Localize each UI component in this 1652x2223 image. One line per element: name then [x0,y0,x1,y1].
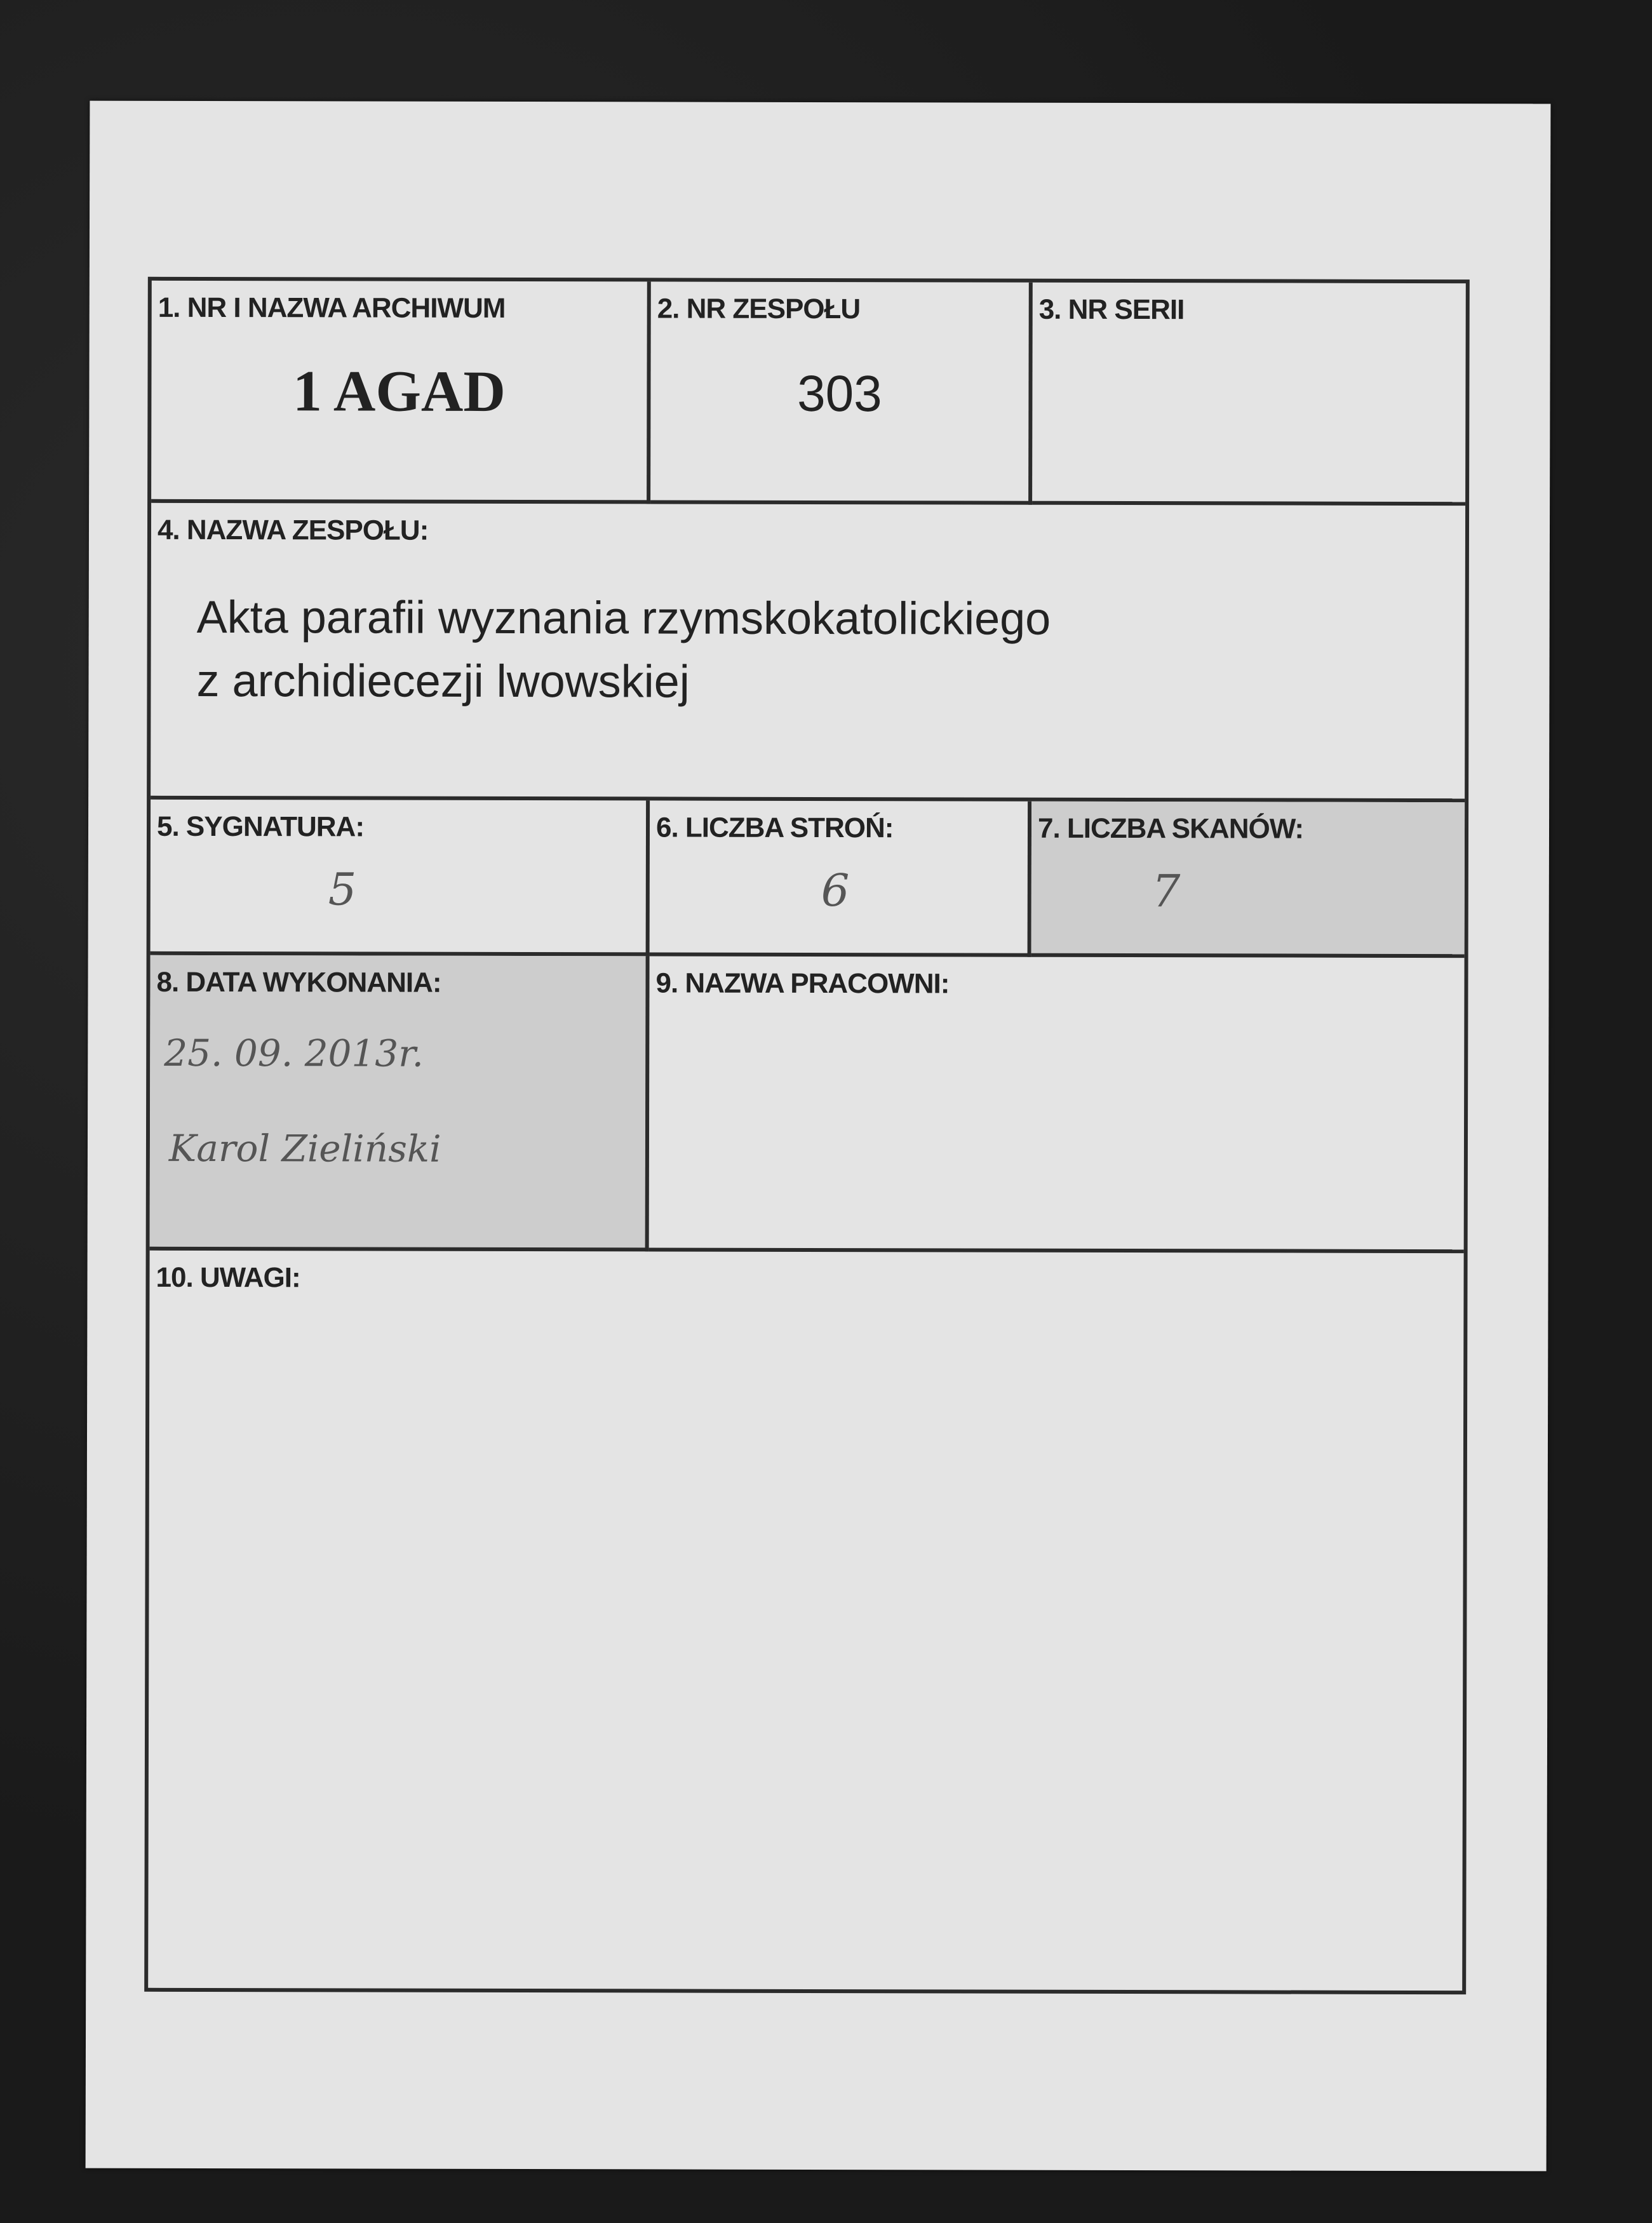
cell-remarks [148,1251,1463,1991]
cell-page-count [650,800,1032,957]
signature-value: 5 [328,863,357,916]
cell-scan-count [1031,802,1465,958]
cell-signature [151,800,650,957]
scan-count-value: 7 [1152,865,1181,918]
workshop-label: 9. NAZWA PRACOWNI: [655,967,950,1000]
signature-label: 5. SYGNATURA: [156,810,365,843]
fonds-number-value: 303 [797,365,882,422]
fonds-name-line2: z archidiecezji lwowskiej [196,655,690,708]
remarks-label: 10. UWAGI: [156,1261,300,1294]
cell-workshop [649,956,1465,1253]
date-label: 8. DATA WYKONANIA: [156,966,441,998]
cell-series-number [1032,283,1466,506]
cell-archive [151,281,651,504]
fonds-name-line1: Akta parafii wyznania rzymskokatolickiego [196,591,1051,645]
page-count-label: 6. LICZBA STROŃ: [655,812,894,844]
archive-value: 1 AGAD [292,358,506,424]
fonds-name-label: 4. NAZWA ZESPOŁU: [157,514,429,546]
form-sheet [86,101,1551,2172]
date-value: 25. 09. 2013r. [164,1031,424,1075]
page-count-value: 6 [821,864,850,917]
cell-fonds-name [151,503,1465,802]
handwritten-signature: Karol Zieliński [168,1126,441,1171]
series-number-label: 3. NR SERII [1038,293,1185,326]
cell-fonds-number [650,281,1033,504]
fonds-number-label: 2. NR ZESPOŁU [657,293,861,325]
archive-label: 1. NR I NAZWA ARCHIWUM [158,292,506,324]
scan-count-label: 7. LICZBA SKANÓW: [1037,812,1304,845]
cell-date [150,955,650,1252]
metadata-table [144,277,1470,1994]
